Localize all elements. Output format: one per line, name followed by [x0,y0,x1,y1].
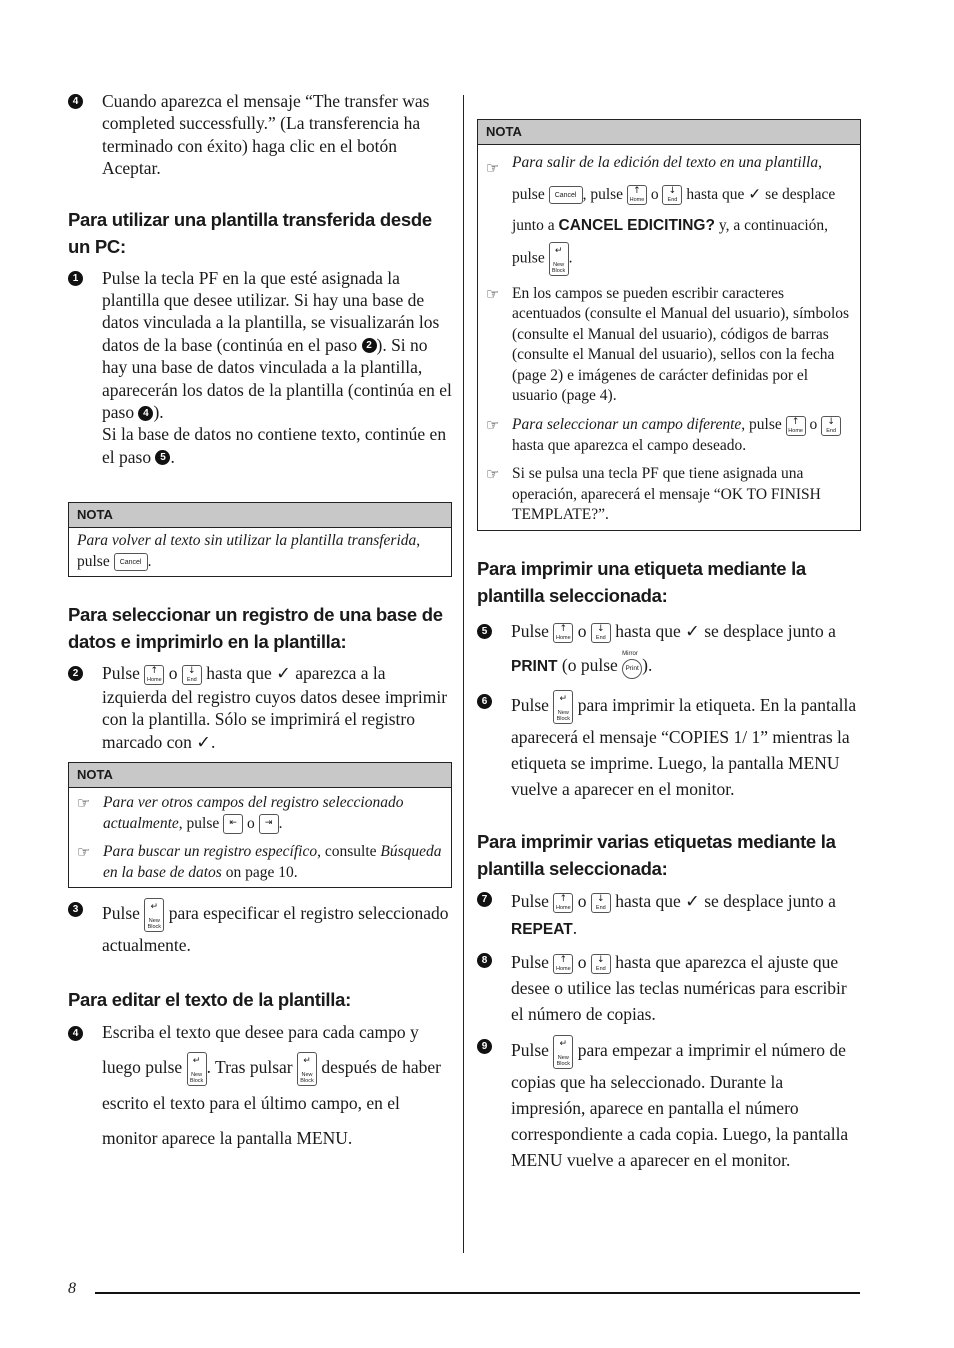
step-2-text-a: Pulse [102,663,140,684]
step-8-or: o [577,951,587,972]
repeat-label: REPEAT [511,920,573,938]
right-column [477,119,861,1173]
note-3-item-1-italic: Para salir de la edición del texto en una plantilla [512,154,819,171]
note-3-item-4: Si se pulsa una tecla PF que tiene asignada una operación, aparecerá el mensaje “OK TO FINISH TEMPLATE?”. [512,465,821,524]
step-5-text-c: se desplace junto a [704,621,836,642]
step-ref-4: 4 [138,406,153,421]
home-key-icon: ↑ Home [553,623,573,643]
note-item [486,415,852,456]
print-label: PRINT [511,658,558,676]
new-block-key-icon: ↵ New Block [187,1052,207,1086]
step-9-text-b: para empezar a imprimir el número de copias que ha seleccionado. Durante la impresión, aparece en pantalla el número correspondiente a cada copia. Luego, la pantalla MENU vuelve a aparecer en el monitor. [511,1039,849,1170]
note-label: NOTA [478,120,860,145]
step-2-or: o [168,663,178,684]
note-2-item-2-link: Búsqueda en la base de datos [103,843,442,881]
new-block-key-icon: ↵ New Block [553,1035,573,1069]
note-item [486,464,852,526]
heading-print-one-label: Para imprimir una etiqueta mediante la plantilla seleccionada: [477,558,806,607]
left-tab-key-icon: ⇤ [223,814,243,834]
step-number-5: 5 [477,624,492,639]
note-2-item-1-text: , pulse [178,814,220,832]
step-1-text-d: Si la base de datos no contiene texto, continúe en el paso [102,424,447,467]
step-number-6: 6 [477,694,492,709]
new-block-key-icon: ↵ New Block [297,1052,317,1086]
print-key-icon: Print [622,659,642,679]
note-3-item-1-c: hasta que [686,185,745,203]
print-key [622,651,642,684]
step-4-text-a: Escriba el texto que desee para cada campo y luego pulse [102,1022,419,1078]
page-number: 8 [68,1280,76,1297]
note-3-item-3-a: , pulse [741,416,782,434]
note-body: Para volver al texto sin utilizar la plantilla transferida, pulse Cancel . [77,532,421,570]
step-7-text-a: Pulse [511,890,549,911]
note-item [77,842,443,883]
note-3-item-3-italic: Para seleccionar un campo diferente [512,416,742,434]
cancel-key-icon: Cancel [114,553,148,571]
end-key-icon: ↓ End [662,185,682,205]
pointing-hand-icon: ☞ [486,284,500,303]
step-6-text-a: Pulse [511,694,549,715]
right-tab-key-icon: ⇥ [259,814,279,834]
step-1-text-c: ). [153,402,164,423]
cancel-key-icon: Cancel [549,186,583,204]
checkmark-icon: ✓ [685,891,700,912]
home-key-icon: ↑ Home [786,416,806,436]
note-box-2 [68,762,452,888]
step-number-4: 4 [68,94,83,109]
step-number-7: 7 [477,892,492,907]
step-4-intro [68,90,452,180]
step-5-text-a: Pulse [511,621,549,642]
end-key-icon: ↓ End [591,893,611,913]
step-9 [477,1035,861,1173]
note-2-item-2-italic: Para buscar un registro específico [103,843,318,861]
step-7-text-b: hasta que [615,890,681,911]
step-2: 2 Pulse ↑ Home o ↓ End hasta que ✓ aparezca a la izquierda del registro cuyos datos desee imprimir con la plantilla. Sólo se imprimirá el registro marcado con ✓. [68,662,452,754]
step-6-text-b: para imprimir la etiqueta. En la pantalla aparecerá el mensaje “COPIES 1/ 1” mientras la etiqueta se imprime. Luego, la pantalla MENU vuelve a aparecer en el monitor. [511,694,857,799]
step-8 [477,949,861,1027]
note-3-item-1-e: y, a continuación, pulse [512,217,829,267]
step-number-9: 9 [477,1039,492,1054]
step-1-text-e: . [170,446,175,467]
mirror-label: Mirror [622,650,638,657]
checkmark-icon: ✓ [685,622,700,643]
note-item [486,284,852,408]
heading-print-multiple-labels: Para imprimir varias etiquetas mediante la plantilla seleccionada: [477,830,836,879]
note-box-1 [68,502,452,577]
step-5 [477,615,861,683]
step-number-3: 3 [68,902,83,917]
end-key-icon: ↓ End [821,416,841,436]
note-2-item-2-text: , consulte [317,843,377,861]
pointing-hand-icon: ☞ [486,465,500,484]
step-7-text-d: . [572,917,578,938]
note-box-3 [477,119,861,531]
step-5-text-e: ). [642,655,653,676]
pointing-hand-icon: ☞ [486,159,500,177]
pointing-hand-icon: ☞ [486,416,500,435]
step-6 [477,690,861,802]
step-8-text-a: Pulse [511,951,549,972]
end-key-icon: ↓ End [591,954,611,974]
note-2-or: o [246,814,255,832]
note-2-item-1-italic: Para ver otros campos del registro seleccionado actualmente [103,794,404,832]
step-7 [477,888,861,943]
note-3-or: o [650,185,659,203]
note-item: ☞ Para ver otros campos del registro seleccionado actualmente, pulse ⇤ o ⇥ . [77,793,443,834]
step-1-text-a: Pulse la tecla PF en la que esté asignada la plantilla que desee utilizar. Si hay una base de datos vinculada a la plantilla, se visualizarán los datos de la base (continúa en el paso [102,267,440,355]
note-3-or: o [809,416,818,434]
step-3-text-b: para especificar el registro seleccionado actualmente. [102,903,449,956]
new-block-key-icon: ↵ New Block [553,690,573,724]
pointing-hand-icon: ☞ [77,794,91,813]
step-5-text-d: (o pulse [561,655,618,676]
new-block-key-icon: ↵ New Block [144,898,164,932]
step-ref-5: 5 [155,450,170,465]
note-2-item-2-tail: on page 10. [221,863,298,881]
note-3-item-3-b: hasta que aparezca el campo deseado. [512,436,747,454]
step-number-2: 2 [68,666,83,681]
step-number-4: 4 [68,1026,83,1041]
step-number-8: 8 [477,953,492,968]
checkmark-icon: ✓ [748,184,762,203]
step-7-or: o [577,890,587,911]
note-3-item-1-d: se desplace junto a [512,185,836,234]
note-3-item-1-a: , pulse [512,154,822,203]
step-4-text-c: después de haber escrito el texto para el último campo, en el monitor aparece la pantalla MENU. [102,1057,441,1149]
note-body [69,788,451,887]
step-2-text-b: hasta que [206,663,272,684]
left-column [68,88,452,1156]
note-label: NOTA [69,503,451,528]
step-8-text-b: hasta que aparezca el ajuste que desee o utilice las teclas numéricas para escribir el número de copias. [511,951,847,1024]
note-label: NOTA [69,763,451,788]
step-3 [68,898,452,958]
note-3-item-1-b: , pulse [582,185,624,203]
step-7-text-c: se desplace junto a [704,890,836,911]
step-9-text-a: Pulse [511,1039,549,1060]
end-key-icon: ↓ End [591,623,611,643]
step-5-or: o [577,621,587,642]
checkmark-icon: ✓ [276,664,291,685]
column-divider [463,95,464,1253]
footer-rule [95,1292,860,1294]
step-4-text-b: . Tras pulsar [206,1057,293,1078]
note-body [478,145,860,530]
heading-select-record: Para seleccionar un registro de una base de datos e imprimirlo en la plantilla: [68,604,443,653]
step-1-text-b: ). Si no hay una base de datos vinculada a la plantilla, aparecerán los datos de la plantilla (continúa en el paso [102,334,452,423]
note-item: ☞ Para salir de la edición del texto en una plantilla, pulse Cancel , pulse ↑ Home o ↓ End hasta que ✓ se desplace junto a CANCEL EDICITING? y, a continuación, pulse ↵ New Block . [486,154,836,274]
note-1-italic: Para volver al texto sin utilizar la plantilla transferida [77,532,417,550]
new-block-key-icon: ↵ New Block [549,242,569,276]
step-1 [68,267,452,469]
home-key-icon: ↑ Home [553,893,573,913]
home-key-icon: ↑ Home [553,954,573,974]
step-2-text-c: aparezca a la izquierda del registro cuyos datos desee imprimir con la plantilla. Sólo se imprimirá el registro marcado con [102,663,448,752]
step-4 [68,1015,452,1156]
step-ref-2: 2 [362,338,377,353]
step-4-intro-text: Cuando aparezca el mensaje “The transfer was completed successfully.” (La transferencia ha terminado con éxito) haga clic en el botón Aceptar. [102,91,430,179]
step-5-text-b: hasta que [615,621,681,642]
note-3-item-2: En los campos se pueden escribir caracteres acentuados (consulte el Manual del usuario), símbolos (consulte el Manual del usuario), códigos de barras (consulte el Manual del usuario), sellos con la fecha (page 2) e imágenes de carácter definidas por el usuario (page 4). [512,284,850,405]
step-3-text-a: Pulse [102,903,140,924]
checkmark-icon: ✓ [196,732,211,753]
end-key-icon: ↓ End [182,665,202,685]
heading-use-transferred-template: Para utilizar una plantilla transferida desde un PC: [68,208,432,257]
home-key-icon: ↑ Home [144,665,164,685]
pointing-hand-icon: ☞ [77,843,91,862]
heading-edit-template-text: Para editar el texto de la plantilla: [68,989,351,1011]
step-number-1: 1 [68,271,83,286]
cancel-editing-label: CANCEL EDICITING? [558,217,715,234]
note-1-text: , pulse [77,532,421,570]
home-key-icon: ↑ Home [627,185,647,205]
